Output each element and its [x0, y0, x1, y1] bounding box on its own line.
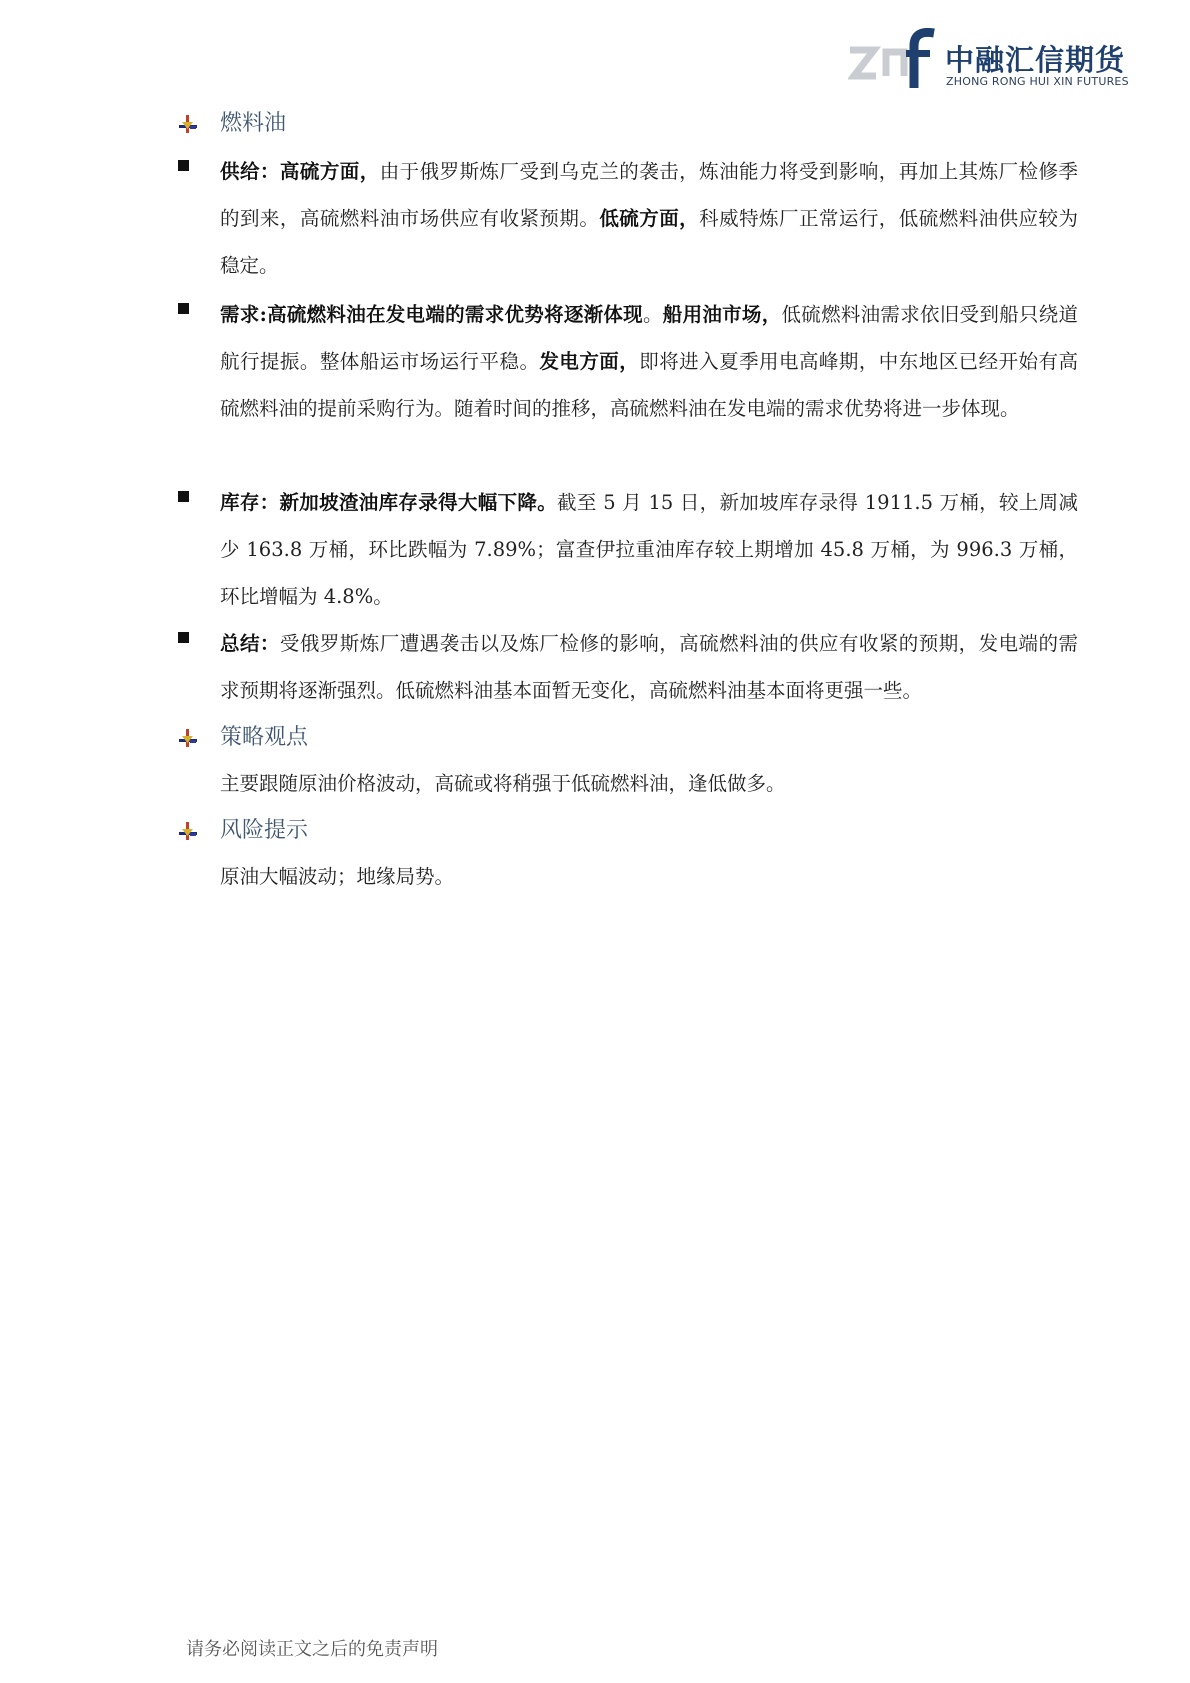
summary-text: 受俄罗斯炼厂遭遇袭击以及炼厂检修的影响，高硫燃料油的供应有收紧的预期，发电端的需求预期将逐渐强烈。低硫燃料油基本面暂无变化，高硫燃料油基本面将更强一些。	[220, 632, 1078, 702]
logo-english-name: ZHONG RONG HUI XIN FUTURES	[946, 75, 1129, 88]
demand-separator: 。	[642, 303, 663, 326]
demand-headline: 高硫燃料油在发电端的需求优势将逐渐体现	[266, 303, 643, 326]
disclaimer-footer: 请务必阅读正文之后的免责声明	[186, 1639, 438, 1660]
bullet-inventory	[178, 479, 1078, 620]
summary-label: 总结：	[220, 632, 280, 655]
low-sulfur-text: 科威特炼厂正常运行，低硫燃料油供应较为稳定。	[220, 207, 1078, 277]
inventory-paragraph	[220, 479, 1078, 620]
ship-oil-text: 低硫燃料油需求依旧受到船只绕道航行提振。整体船运市场运行平稳。	[220, 303, 1078, 373]
bullet-summary	[178, 620, 1078, 714]
power-text: 即将进入夏季用电高峰期，中东地区已经开始有高硫燃料油的提前采购行为。随着时间的推移，高硫燃料油在发电端的需求优势将进一步体现。	[220, 350, 1078, 420]
low-sulfur-label: 低硫方面，	[599, 207, 700, 230]
company-logo	[848, 28, 1138, 90]
znf-logo-mark	[848, 28, 940, 90]
square-bullet-icon	[178, 491, 189, 502]
section-title: 策略观点	[220, 725, 309, 750]
demand-paragraph	[220, 291, 1078, 432]
inventory-headline: 新加坡渣油库存录得大幅下降。	[279, 491, 558, 514]
supply-paragraph	[220, 148, 1078, 289]
inventory-text: 截至 5 月 15 日，新加坡库存录得 1911.5 万桶，较上周减少 163.8 万桶，环比跌幅为 7.89%；富查伊拉重油库存较上期增加 45.8 万桶，为 996.3 万桶，环比增幅为 4.8%。	[220, 491, 1078, 608]
risk-text: 原油大幅波动；地缘局势。	[220, 865, 455, 888]
logo-chinese-name: 中融汇信期货	[945, 43, 1126, 77]
demand-label: 需求:	[220, 303, 267, 326]
bullet-supply	[178, 148, 1078, 289]
strategy-text: 主要跟随原油价格波动，高硫或将稍强于低硫燃料油，逢低做多。	[220, 772, 786, 795]
ship-oil-label: 船用油市场，	[662, 303, 782, 326]
section-title: 燃料油	[220, 111, 287, 136]
bullet-demand	[178, 291, 1078, 479]
square-bullet-icon	[178, 632, 189, 643]
inventory-label: 库存：	[220, 491, 280, 514]
summary-paragraph	[220, 620, 1078, 714]
square-bullet-icon	[178, 160, 189, 171]
supply-label: 供给：	[220, 160, 280, 183]
arrow-cross-icon	[178, 114, 198, 134]
section-title: 风险提示	[220, 818, 309, 843]
power-label: 发电方面，	[539, 350, 640, 373]
arrow-cross-icon	[178, 821, 198, 841]
high-sulfur-text: 由于俄罗斯炼厂受到乌克兰的袭击，炼油能力将受到影响，再加上其炼厂检修季的到来，高硫燃料油市场供应有收紧预期。	[220, 160, 1078, 230]
arrow-cross-icon	[178, 728, 198, 748]
square-bullet-icon	[178, 303, 189, 314]
high-sulfur-label: 高硫方面，	[279, 160, 380, 183]
